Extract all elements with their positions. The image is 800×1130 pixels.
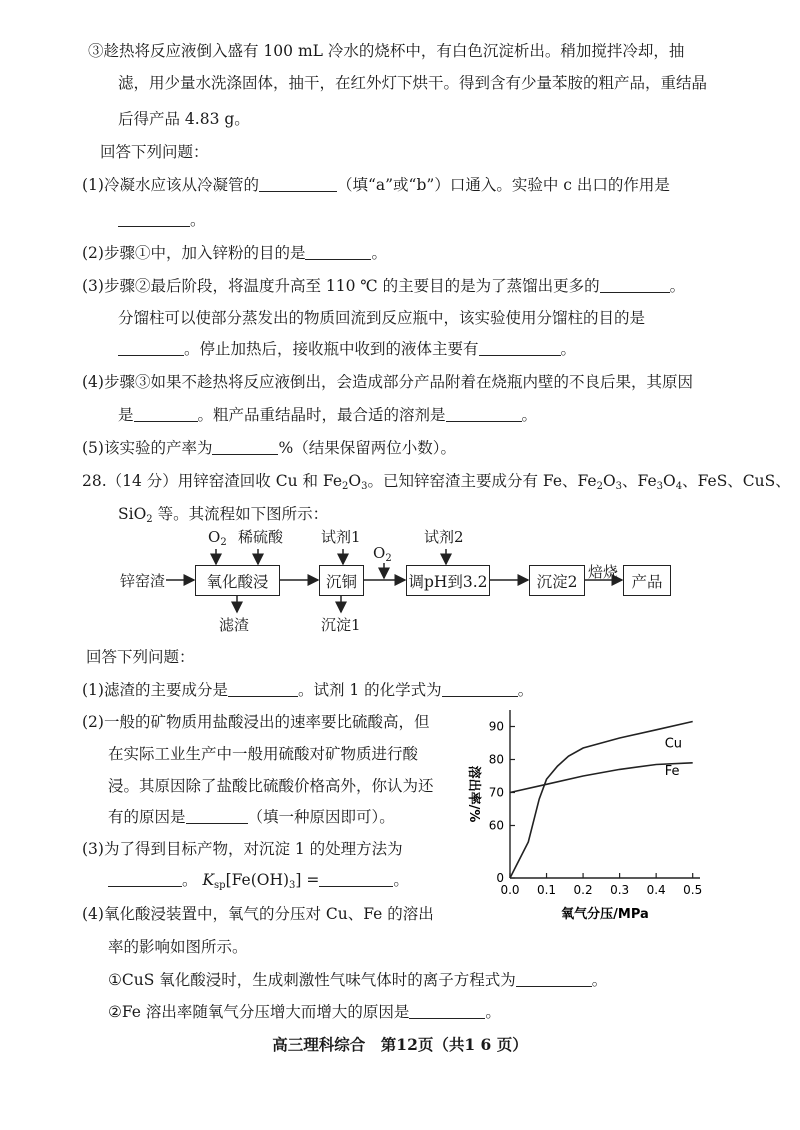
flow-label-oxygen-2: $O_2$ bbox=[373, 544, 392, 564]
part-2-line1: (2)一般的矿物质用盐酸浸出的速率要比硫酸高，但 bbox=[82, 713, 430, 731]
flow-box-product: 产品 bbox=[623, 565, 671, 596]
answer-blank[interactable] bbox=[409, 1004, 485, 1019]
question-4-line2: 是 。粗产品重结晶时，最合适的溶剂是 。 bbox=[118, 406, 538, 424]
part-2-line2: 在实际工业生产中一般用硫酸对矿物质进行酸 bbox=[108, 745, 419, 763]
part-4-line2: 率的影响如图所示。 bbox=[108, 938, 248, 956]
question-3: (3)步骤②最后阶段，将温度升高至 110 ℃ 的主要目的是为了蒸馏出更多的 。 bbox=[82, 277, 686, 295]
answer-blank[interactable] bbox=[516, 972, 592, 987]
part-2-line4: 有的原因是 （填一种原因即可）。 bbox=[108, 808, 395, 826]
y-tick-label: 90 bbox=[488, 719, 504, 734]
question-1-cont: 。 bbox=[118, 209, 206, 231]
flow-label-reagent-1: 试剂1 bbox=[321, 528, 361, 546]
flow-label-roast: 焙烧 bbox=[588, 563, 619, 581]
part-3-line1: (3)为了得到目标产物，对沉淀 1 的处理方法为 bbox=[82, 840, 403, 858]
flow-label-precipitate-1: 沉淀1 bbox=[321, 616, 361, 634]
part-3-line2: 。 $K_{sp}[Fe(OH)_3]$ = 。 bbox=[108, 869, 409, 897]
answer-blank[interactable] bbox=[319, 872, 393, 887]
x-tick-label: 0.4 bbox=[646, 883, 666, 897]
answer-blank[interactable] bbox=[228, 682, 298, 697]
step3-line2: 滤，用少量水洗涤固体，抽干，在红外灯下烘干。得到含有少量苯胺的粗产品，重结晶 bbox=[118, 74, 708, 92]
question-2: (2)步骤①中，加入锌粉的目的是 。 bbox=[82, 244, 387, 262]
flow-box-copper-precip: 沉铜 bbox=[319, 565, 364, 596]
problem-28-line2: SiO$_2$ 等。其流程如下图所示： bbox=[118, 505, 329, 525]
y-tick-label: 70 bbox=[488, 785, 504, 800]
y-axis-label: 溶出率/% bbox=[466, 765, 481, 823]
dissolution-rate-chart bbox=[440, 690, 710, 930]
y-tick-label: 0 bbox=[496, 871, 504, 885]
step3-line1: ③趁热将反应液倒入盛有 100 mL 冷水的烧杯中，有白色沉淀析出。稍加搅拌冷却，抽 bbox=[88, 42, 685, 60]
problem-28-line1: 28.（14 分）用锌窑渣回收 Cu 和 $Fe_2O_3$。已知锌窑渣主要成分有 Fe、$Fe_2O_3$、$Fe_3O_4$、FeS、CuS、 bbox=[82, 472, 791, 492]
flow-label-dilute-acid: 稀硫酸 bbox=[238, 528, 284, 546]
part-2-line3: 浸。其原因除了盐酸比硫酸价格高外，你认为还 bbox=[108, 777, 434, 795]
part-4-q1: ①CuS 氧化酸浸时，生成刺激性气味气体时的离子方程式为 。 bbox=[108, 971, 608, 989]
flow-start-label: 锌窑渣 bbox=[120, 572, 166, 590]
question-4: (4)步骤③如果不趁热将反应液倒出，会造成部分产品附着在烧瓶内壁的不良后果，其原因 bbox=[82, 373, 693, 391]
series-label-fe: Fe bbox=[664, 763, 680, 779]
x-tick-label: 0.0 bbox=[500, 883, 520, 897]
flow-label-reagent-2: 试剂2 bbox=[424, 528, 464, 546]
part-1: (1)滤渣的主要成分是 。试剂 1 的化学式为 。 bbox=[82, 681, 534, 699]
page-footer: 高三理科综合 第12页（共1 6 页） bbox=[272, 1035, 528, 1054]
x-axis-label: 氧气分压/MPa bbox=[561, 907, 649, 922]
answer-heading-2: 回答下列问题： bbox=[86, 648, 195, 666]
series-label-cu: Cu bbox=[664, 736, 683, 752]
part-4-q2: ②Fe 溶出率随氧气分压增大而增大的原因是 。 bbox=[108, 1003, 501, 1021]
answer-blank[interactable] bbox=[186, 809, 248, 824]
y-tick-label: 80 bbox=[488, 752, 504, 767]
answer-heading-1: 回答下列问题： bbox=[100, 143, 209, 161]
part-4-line1: (4)氧化酸浸装置中，氧气的分压对 Cu、Fe 的溶出 bbox=[82, 905, 434, 923]
answer-blank[interactable] bbox=[108, 872, 182, 887]
question-1: (1)冷凝水应该从冷凝管的 （填“a”或“b”）口通入。实验中 c 出口的作用是 bbox=[82, 176, 670, 194]
question-3-line3: 。停止加热后，接收瓶中收到的液体主要有 。 bbox=[118, 338, 576, 360]
x-tick-label: 0.5 bbox=[683, 883, 703, 897]
question-3-line2: 分馏柱可以使部分蒸发出的物质回流到反应瓶中，该实验使用分馏柱的目的是 bbox=[118, 309, 646, 327]
flow-box-precipitate-2: 沉淀2 bbox=[529, 565, 585, 596]
y-tick-label: 60 bbox=[488, 818, 504, 833]
flow-box-adjust-ph: 调pH到3.2 bbox=[406, 565, 490, 596]
flow-label-residue: 滤渣 bbox=[219, 616, 250, 634]
x-tick-label: 0.2 bbox=[573, 883, 593, 897]
x-tick-label: 0.3 bbox=[610, 883, 630, 897]
flow-label-oxygen: $O_2$ bbox=[208, 528, 227, 548]
question-5: (5)该实验的产率为 %（结果保留两位小数）。 bbox=[82, 439, 456, 457]
step3-line3: 后得产品 4.83 g。 bbox=[118, 110, 250, 128]
chart-axes bbox=[510, 710, 700, 878]
x-tick-label: 0.1 bbox=[536, 883, 557, 897]
flow-box-oxidative-leach: 氧化酸浸 bbox=[195, 565, 280, 596]
